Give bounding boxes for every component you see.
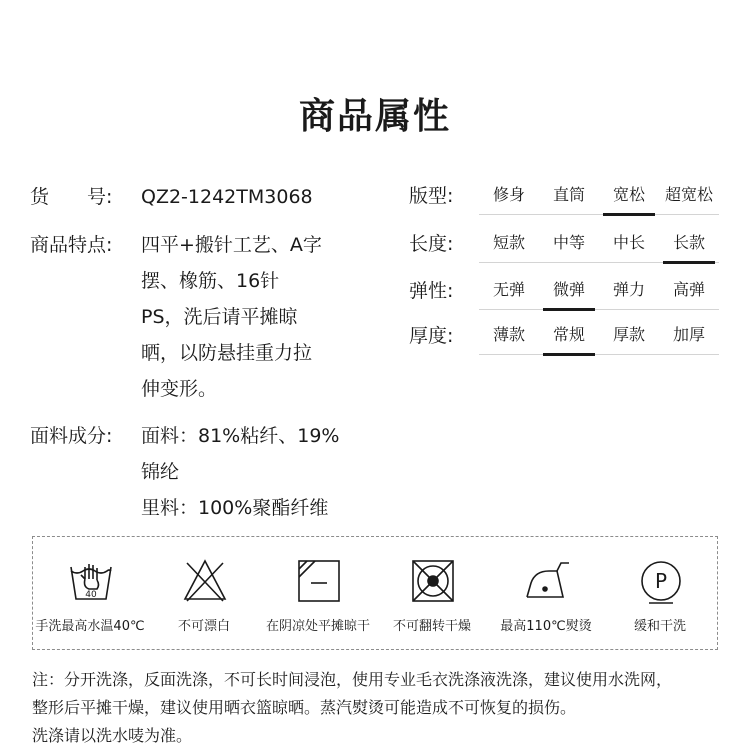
attr-label: 版型:	[409, 185, 454, 207]
care-item-hand-wash	[33, 537, 147, 651]
dry-clean-p-icon	[637, 557, 685, 605]
attr-option: 高弹	[672, 280, 705, 299]
features-line: 摆、橡筋、16针	[141, 270, 280, 292]
attr-option: 短款	[492, 233, 525, 252]
attr-option: 薄款	[492, 325, 525, 344]
material-label: 面料成分:	[30, 425, 113, 447]
care-instructions-panel	[32, 536, 718, 650]
attr-options	[479, 273, 719, 310]
attr-option: 宽松	[599, 178, 659, 214]
attr-option: 微弹	[539, 273, 599, 309]
do-not-tumble-dry-icon	[409, 557, 457, 605]
care-notes	[32, 666, 732, 750]
care-label: 不可漂白	[177, 619, 230, 634]
attr-option: 中等	[552, 233, 585, 252]
attr-option: 厚款	[612, 325, 645, 344]
material-value	[141, 418, 371, 526]
attr-option: 长款	[659, 226, 719, 262]
features-line: 四平+搬针工艺、A字	[141, 234, 322, 256]
care-item-dry-clean	[603, 537, 717, 651]
features-line: 晒，以防悬挂重力拉	[141, 342, 313, 364]
attr-option: 无弹	[492, 280, 525, 299]
material-line: 锦纶	[141, 461, 180, 483]
features-line: PS，洗后请平摊晾	[141, 306, 298, 328]
care-label: 手洗最高水温40℃	[35, 619, 145, 634]
note-line: 注：分开洗涤，反面洗涤，不可长时间浸泡，使用专业毛衣洗涤液洗涤，建议使用水洗网，	[32, 670, 673, 689]
features-label: 商品特点:	[30, 234, 113, 256]
note-line: 整形后平摊干燥，建议使用晒衣篮晾晒。蒸汽熨烫可能造成不可恢复的损伤。	[32, 698, 577, 717]
features-value	[141, 227, 371, 407]
dry-clean-letter: P	[654, 569, 668, 593]
care-item-no-tumble	[375, 537, 489, 651]
attr-option: 加厚	[672, 325, 705, 344]
care-item-no-bleach	[147, 537, 261, 651]
hand-wash-temp: 40	[85, 590, 97, 600]
material-line: 里料：100%聚酯纤维	[141, 497, 329, 519]
note-line: 洗涤请以洗水唛为准。	[32, 726, 193, 745]
attr-option: 中长	[612, 233, 645, 252]
care-label: 在阴凉处平摊晾干	[265, 619, 370, 634]
item-no-value: QZ2-1242TM3068	[141, 186, 313, 208]
attr-options	[479, 178, 719, 215]
material-line: 面料：81%粘纤、19%	[141, 425, 340, 447]
attr-label: 厚度:	[409, 325, 454, 347]
hand-wash-icon	[67, 557, 115, 605]
attr-option: 直筒	[552, 185, 585, 204]
page-title: 商品属性	[298, 96, 451, 137]
item-no-label: 货 号:	[30, 186, 113, 208]
care-item-iron	[489, 537, 603, 651]
dry-flat-in-shade-icon	[295, 557, 343, 605]
care-label: 缓和干洗	[633, 619, 686, 634]
attr-options	[479, 318, 719, 355]
attr-label: 长度:	[409, 233, 454, 255]
attr-option: 弹力	[612, 280, 645, 299]
attr-option: 常规	[539, 318, 599, 354]
care-label: 最高110℃熨烫	[500, 619, 592, 634]
features-line: 伸变形。	[141, 378, 218, 400]
attr-label: 弹性:	[409, 280, 454, 302]
iron-max-110-icon	[523, 557, 571, 605]
care-item-dry-flat-shade	[261, 537, 375, 651]
attr-options	[479, 226, 719, 263]
care-label: 不可翻转干燥	[392, 619, 471, 634]
attr-option: 超宽松	[664, 185, 713, 204]
attr-option: 修身	[492, 185, 525, 204]
do-not-bleach-icon	[181, 557, 229, 605]
